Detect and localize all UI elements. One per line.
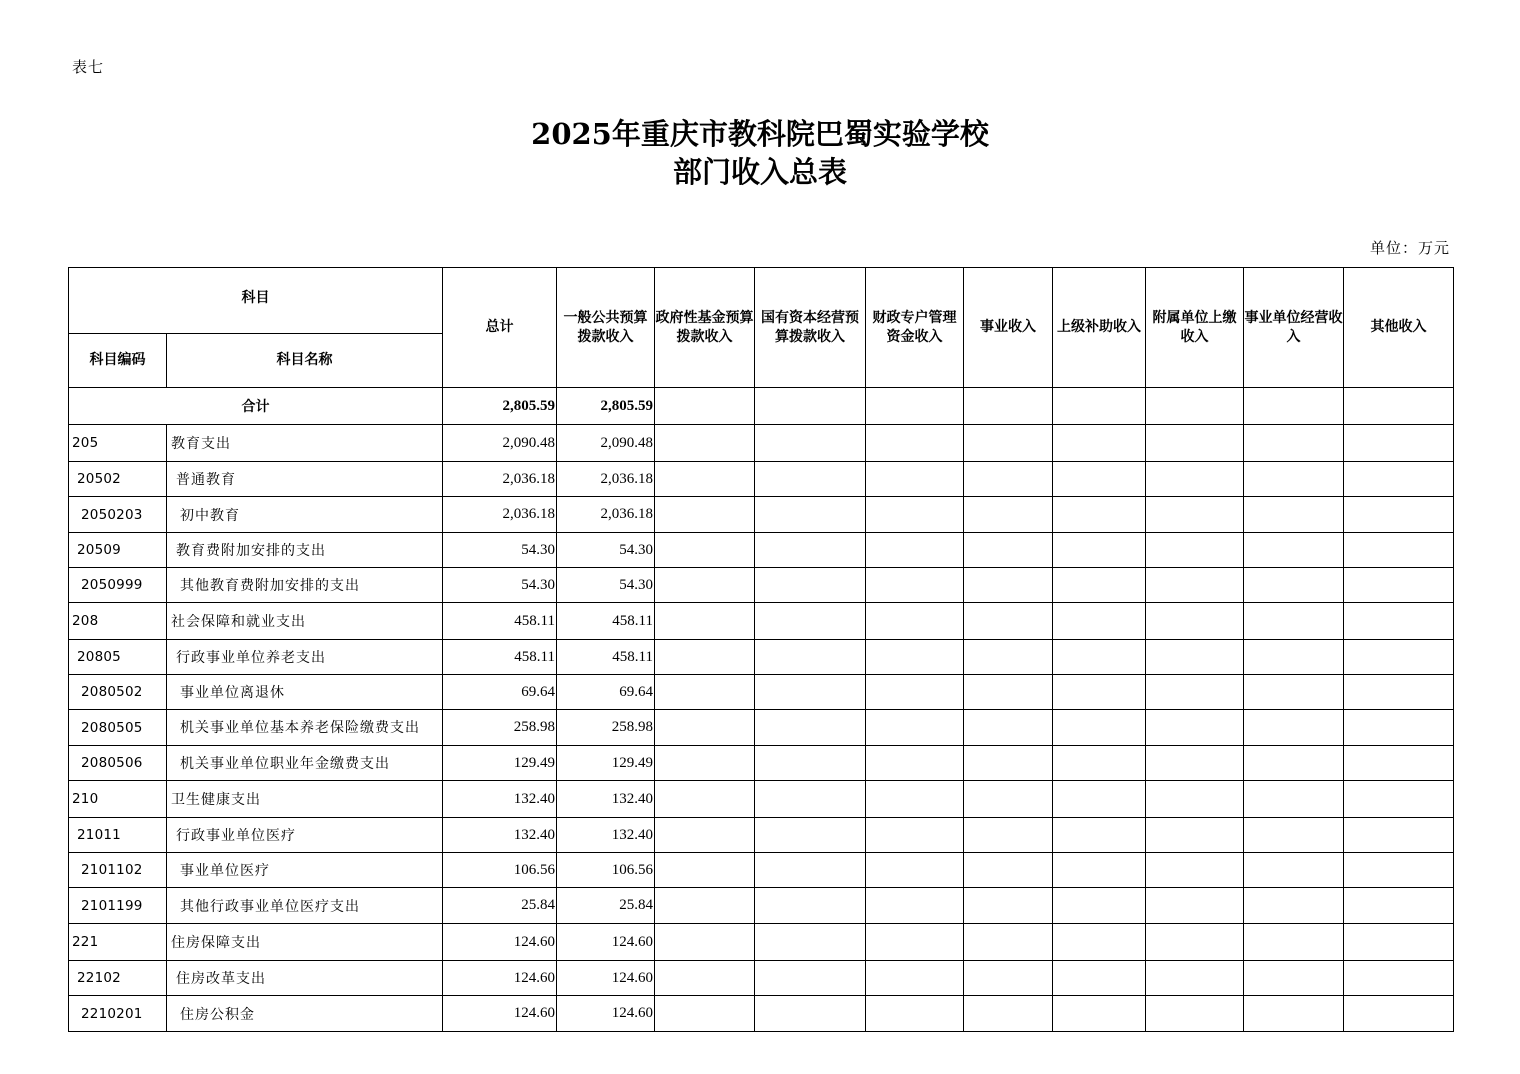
row-total: 124.60 xyxy=(443,924,557,961)
empty-cell xyxy=(866,710,964,746)
empty-cell xyxy=(1146,996,1244,1032)
empty-cell xyxy=(964,388,1053,425)
row-code: 20502 xyxy=(69,462,167,497)
empty-cell xyxy=(964,603,1053,640)
empty-cell xyxy=(1244,675,1344,710)
row-code: 20805 xyxy=(69,640,167,675)
row-name: 机关事业单位基本养老保险缴费支出 xyxy=(167,710,443,746)
row-name: 其他教育费附加安排的支出 xyxy=(167,568,443,603)
empty-cell xyxy=(1244,388,1344,425)
empty-cell xyxy=(964,462,1053,497)
header-special-fund: 财政专户管理资金收入 xyxy=(866,268,964,388)
empty-cell xyxy=(1146,853,1244,888)
empty-cell xyxy=(755,996,866,1032)
empty-cell xyxy=(866,568,964,603)
table-row xyxy=(69,425,1454,462)
empty-cell xyxy=(1146,888,1244,924)
page-title: 2025年重庆市教科院巴蜀实验学校 xyxy=(531,117,989,151)
empty-cell xyxy=(1244,781,1344,818)
header-operating-income: 事业单位经营收入 xyxy=(1244,268,1344,388)
empty-cell xyxy=(655,640,755,675)
row-general-budget: 2,090.48 xyxy=(557,425,655,462)
empty-cell xyxy=(1244,462,1344,497)
row-name: 卫生健康支出 xyxy=(167,781,443,818)
empty-cell xyxy=(1146,533,1244,568)
empty-cell xyxy=(1244,924,1344,961)
page-subtitle: 部门收入总表 xyxy=(672,155,847,189)
row-name: 其他行政事业单位医疗支出 xyxy=(167,888,443,924)
empty-cell xyxy=(964,924,1053,961)
row-total: 2,090.48 xyxy=(443,425,557,462)
row-code: 22102 xyxy=(69,961,167,996)
empty-cell xyxy=(1053,781,1146,818)
empty-cell xyxy=(1244,710,1344,746)
income-summary-table xyxy=(68,267,1454,1032)
empty-cell xyxy=(866,603,964,640)
row-code: 2101102 xyxy=(69,853,167,888)
summary-row xyxy=(69,388,1454,425)
row-total: 2,036.18 xyxy=(443,462,557,497)
row-code: 20509 xyxy=(69,533,167,568)
empty-cell xyxy=(755,781,866,818)
empty-cell xyxy=(866,924,964,961)
empty-cell xyxy=(1053,710,1146,746)
header-other-income: 其他收入 xyxy=(1344,268,1454,388)
empty-cell xyxy=(866,888,964,924)
row-total: 2,036.18 xyxy=(443,497,557,533)
empty-cell xyxy=(964,781,1053,818)
table-row xyxy=(69,853,1454,888)
row-name: 行政事业单位医疗 xyxy=(167,818,443,853)
empty-cell xyxy=(866,781,964,818)
empty-cell xyxy=(1244,746,1344,781)
empty-cell xyxy=(866,996,964,1032)
empty-cell xyxy=(755,497,866,533)
empty-cell xyxy=(755,388,866,425)
header-state-capital: 国有资本经营预算拨款收入 xyxy=(755,268,866,388)
empty-cell xyxy=(1146,568,1244,603)
row-code: 2101199 xyxy=(69,888,167,924)
empty-cell xyxy=(1146,640,1244,675)
empty-cell xyxy=(964,640,1053,675)
empty-cell xyxy=(755,568,866,603)
table-row xyxy=(69,462,1454,497)
empty-cell xyxy=(755,462,866,497)
empty-cell xyxy=(1344,853,1454,888)
empty-cell xyxy=(1146,818,1244,853)
header-general-budget: 一般公共预算拨款收入 xyxy=(557,268,655,388)
table-number-label: 表七 xyxy=(72,58,105,76)
row-code: 2080506 xyxy=(69,746,167,781)
empty-cell xyxy=(1244,603,1344,640)
header-affiliated-income: 附属单位上缴收入 xyxy=(1146,268,1244,388)
empty-cell xyxy=(1146,388,1244,425)
empty-cell xyxy=(964,533,1053,568)
empty-cell xyxy=(1146,710,1244,746)
empty-cell xyxy=(755,924,866,961)
empty-cell xyxy=(1146,961,1244,996)
table-row xyxy=(69,710,1454,746)
empty-cell xyxy=(1146,497,1244,533)
unit-label: 单位：万元 xyxy=(1369,239,1450,257)
empty-cell xyxy=(655,568,755,603)
empty-cell xyxy=(655,388,755,425)
empty-cell xyxy=(866,746,964,781)
empty-cell xyxy=(1053,746,1146,781)
empty-cell xyxy=(1053,568,1146,603)
empty-cell xyxy=(1244,818,1344,853)
row-general-budget: 69.64 xyxy=(557,675,655,710)
empty-cell xyxy=(655,781,755,818)
row-total: 69.64 xyxy=(443,675,557,710)
empty-cell xyxy=(1244,640,1344,675)
row-name: 教育费附加安排的支出 xyxy=(167,533,443,568)
empty-cell xyxy=(655,996,755,1032)
empty-cell xyxy=(1344,425,1454,462)
empty-cell xyxy=(1344,710,1454,746)
empty-cell xyxy=(1244,996,1344,1032)
empty-cell xyxy=(1146,603,1244,640)
empty-cell xyxy=(1053,853,1146,888)
empty-cell xyxy=(1053,961,1146,996)
row-total: 132.40 xyxy=(443,818,557,853)
row-name: 住房保障支出 xyxy=(167,924,443,961)
empty-cell xyxy=(755,533,866,568)
row-name: 普通教育 xyxy=(167,462,443,497)
empty-cell xyxy=(1146,675,1244,710)
row-name: 事业单位医疗 xyxy=(167,853,443,888)
row-total: 25.84 xyxy=(443,888,557,924)
row-name: 住房改革支出 xyxy=(167,961,443,996)
empty-cell xyxy=(1244,425,1344,462)
empty-cell xyxy=(655,675,755,710)
empty-cell xyxy=(964,888,1053,924)
row-total: 132.40 xyxy=(443,781,557,818)
empty-cell xyxy=(755,818,866,853)
empty-cell xyxy=(655,818,755,853)
empty-cell xyxy=(1344,603,1454,640)
summary-general-budget: 2,805.59 xyxy=(557,388,655,425)
empty-cell xyxy=(655,746,755,781)
row-total: 54.30 xyxy=(443,533,557,568)
table-row xyxy=(69,533,1454,568)
empty-cell xyxy=(1344,533,1454,568)
row-total: 124.60 xyxy=(443,961,557,996)
empty-cell xyxy=(964,675,1053,710)
table-row xyxy=(69,996,1454,1032)
empty-cell xyxy=(1344,924,1454,961)
table-row xyxy=(69,961,1454,996)
summary-label: 合计 xyxy=(69,388,443,425)
row-total: 54.30 xyxy=(443,568,557,603)
empty-cell xyxy=(755,603,866,640)
row-general-budget: 124.60 xyxy=(557,924,655,961)
empty-cell xyxy=(1344,568,1454,603)
row-total: 106.56 xyxy=(443,853,557,888)
empty-cell xyxy=(1053,640,1146,675)
row-code: 210 xyxy=(69,781,167,818)
row-code: 2080505 xyxy=(69,710,167,746)
empty-cell xyxy=(1244,888,1344,924)
row-general-budget: 25.84 xyxy=(557,888,655,924)
empty-cell xyxy=(1053,675,1146,710)
row-code: 2080502 xyxy=(69,675,167,710)
empty-cell xyxy=(866,388,964,425)
empty-cell xyxy=(755,425,866,462)
row-code: 205 xyxy=(69,425,167,462)
table-row xyxy=(69,924,1454,961)
header-total: 总计 xyxy=(443,268,557,388)
empty-cell xyxy=(866,818,964,853)
empty-cell xyxy=(1344,781,1454,818)
empty-cell xyxy=(1344,675,1454,710)
empty-cell xyxy=(655,462,755,497)
empty-cell xyxy=(1053,462,1146,497)
row-code: 208 xyxy=(69,603,167,640)
row-total: 458.11 xyxy=(443,640,557,675)
row-general-budget: 132.40 xyxy=(557,781,655,818)
empty-cell xyxy=(755,710,866,746)
header-business-income: 事业收入 xyxy=(964,268,1053,388)
table-row xyxy=(69,568,1454,603)
row-name: 教育支出 xyxy=(167,425,443,462)
empty-cell xyxy=(655,924,755,961)
empty-cell xyxy=(866,462,964,497)
empty-cell xyxy=(1344,888,1454,924)
empty-cell xyxy=(964,853,1053,888)
empty-cell xyxy=(866,425,964,462)
row-code: 2210201 xyxy=(69,996,167,1032)
table-row xyxy=(69,746,1454,781)
row-general-budget: 132.40 xyxy=(557,818,655,853)
empty-cell xyxy=(655,888,755,924)
empty-cell xyxy=(1244,497,1344,533)
empty-cell xyxy=(655,425,755,462)
empty-cell xyxy=(1146,746,1244,781)
empty-cell xyxy=(964,961,1053,996)
header-code: 科目编码 xyxy=(69,334,167,388)
empty-cell xyxy=(755,746,866,781)
empty-cell xyxy=(1146,425,1244,462)
empty-cell xyxy=(655,961,755,996)
empty-cell xyxy=(1344,818,1454,853)
empty-cell xyxy=(1244,961,1344,996)
empty-cell xyxy=(1344,961,1454,996)
row-name: 住房公积金 xyxy=(167,996,443,1032)
table-row xyxy=(69,888,1454,924)
row-code: 2050999 xyxy=(69,568,167,603)
row-general-budget: 129.49 xyxy=(557,746,655,781)
row-general-budget: 258.98 xyxy=(557,710,655,746)
empty-cell xyxy=(1146,924,1244,961)
table-row xyxy=(69,603,1454,640)
empty-cell xyxy=(755,853,866,888)
empty-cell xyxy=(866,533,964,568)
row-name: 行政事业单位养老支出 xyxy=(167,640,443,675)
empty-cell xyxy=(1053,388,1146,425)
row-code: 21011 xyxy=(69,818,167,853)
row-name: 事业单位离退休 xyxy=(167,675,443,710)
row-name: 机关事业单位职业年金缴费支出 xyxy=(167,746,443,781)
empty-cell xyxy=(755,675,866,710)
empty-cell xyxy=(1053,533,1146,568)
empty-cell xyxy=(755,961,866,996)
empty-cell xyxy=(1344,388,1454,425)
table-row xyxy=(69,640,1454,675)
empty-cell xyxy=(1053,603,1146,640)
empty-cell xyxy=(1344,640,1454,675)
row-code: 2050203 xyxy=(69,497,167,533)
empty-cell xyxy=(1344,462,1454,497)
row-general-budget: 124.60 xyxy=(557,961,655,996)
table-row xyxy=(69,497,1454,533)
row-name: 初中教育 xyxy=(167,497,443,533)
empty-cell xyxy=(655,603,755,640)
empty-cell xyxy=(655,853,755,888)
row-total: 129.49 xyxy=(443,746,557,781)
row-general-budget: 2,036.18 xyxy=(557,497,655,533)
empty-cell xyxy=(755,640,866,675)
empty-cell xyxy=(964,818,1053,853)
row-general-budget: 124.60 xyxy=(557,996,655,1032)
summary-total: 2,805.59 xyxy=(443,388,557,425)
empty-cell xyxy=(1053,996,1146,1032)
row-name: 社会保障和就业支出 xyxy=(167,603,443,640)
header-name: 科目名称 xyxy=(167,334,443,388)
empty-cell xyxy=(964,996,1053,1032)
empty-cell xyxy=(655,533,755,568)
table-row xyxy=(69,818,1454,853)
empty-cell xyxy=(1244,568,1344,603)
empty-cell xyxy=(655,710,755,746)
empty-cell xyxy=(866,675,964,710)
empty-cell xyxy=(1146,462,1244,497)
empty-cell xyxy=(1244,533,1344,568)
empty-cell xyxy=(964,425,1053,462)
empty-cell xyxy=(1146,781,1244,818)
empty-cell xyxy=(1053,888,1146,924)
empty-cell xyxy=(655,497,755,533)
row-general-budget: 458.11 xyxy=(557,603,655,640)
empty-cell xyxy=(1053,497,1146,533)
row-general-budget: 2,036.18 xyxy=(557,462,655,497)
row-general-budget: 106.56 xyxy=(557,853,655,888)
empty-cell xyxy=(866,640,964,675)
empty-cell xyxy=(1053,924,1146,961)
table-row xyxy=(69,675,1454,710)
empty-cell xyxy=(1344,746,1454,781)
row-code: 221 xyxy=(69,924,167,961)
empty-cell xyxy=(866,961,964,996)
empty-cell xyxy=(964,746,1053,781)
header-gov-fund: 政府性基金预算拨款收入 xyxy=(655,268,755,388)
empty-cell xyxy=(1244,853,1344,888)
empty-cell xyxy=(1344,497,1454,533)
header-subject: 科目 xyxy=(69,268,443,334)
empty-cell xyxy=(964,568,1053,603)
empty-cell xyxy=(1053,425,1146,462)
row-general-budget: 54.30 xyxy=(557,568,655,603)
row-total: 458.11 xyxy=(443,603,557,640)
row-total: 258.98 xyxy=(443,710,557,746)
empty-cell xyxy=(866,497,964,533)
empty-cell xyxy=(866,853,964,888)
row-general-budget: 54.30 xyxy=(557,533,655,568)
empty-cell xyxy=(1053,818,1146,853)
empty-cell xyxy=(964,497,1053,533)
row-general-budget: 458.11 xyxy=(557,640,655,675)
empty-cell xyxy=(755,888,866,924)
empty-cell xyxy=(964,710,1053,746)
header-superior-subsidy: 上级补助收入 xyxy=(1053,268,1146,388)
table-row xyxy=(69,781,1454,818)
row-total: 124.60 xyxy=(443,996,557,1032)
empty-cell xyxy=(1344,996,1454,1032)
